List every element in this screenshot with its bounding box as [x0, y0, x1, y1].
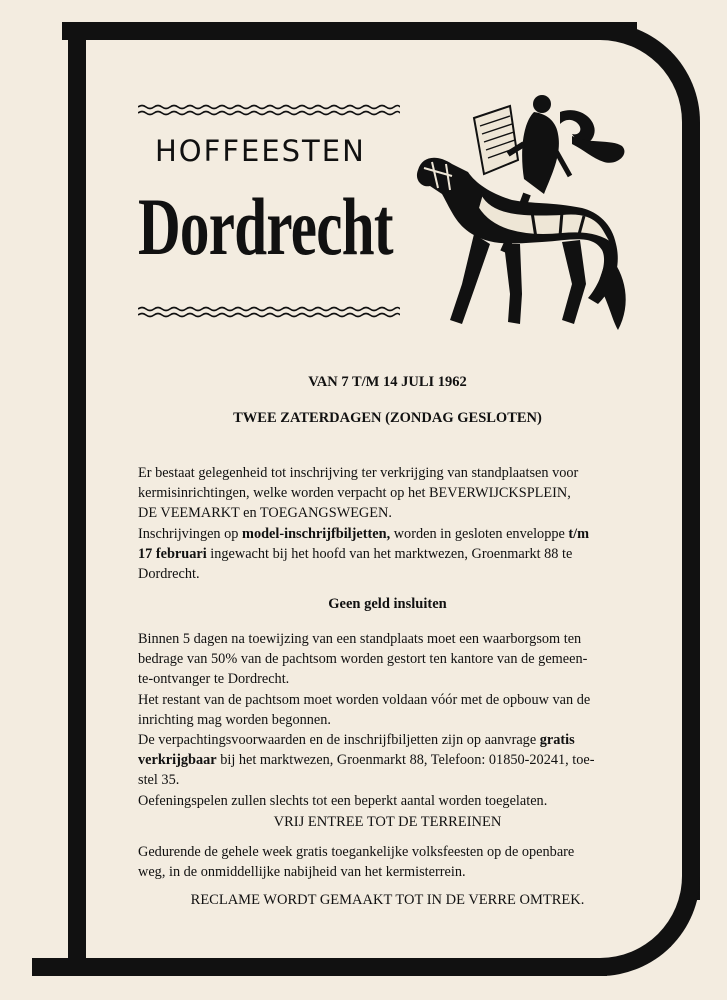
wavy-rule-top [138, 103, 400, 117]
text-line: te-ontvanger te Dordrecht. [138, 671, 290, 688]
paragraph-deposit [138, 629, 648, 811]
text-line [138, 750, 648, 770]
text-span: Inschrijvingen op [138, 525, 243, 542]
text-line: stel 35. [138, 772, 180, 789]
free-entry-notice: VRIJ ENTREE TOT DE TERREINEN [273, 814, 502, 830]
text-line: inrichting mag worden begonnen. [138, 711, 331, 728]
bold-text: t/m [568, 525, 590, 542]
bold-text: gratis [539, 732, 575, 749]
wavy-rule-bottom [138, 305, 400, 319]
event-dates: VAN 7 T/M 14 JULI 1962 [308, 374, 467, 390]
text-line [138, 544, 648, 564]
text-line: bedrage van 50% van de pachtsom worden gestort ten kantore van de gemeen- [138, 651, 588, 668]
bold-text: verkrijgbaar [138, 752, 217, 769]
bold-text: 17 februari [138, 545, 207, 562]
advertising-notice: RECLAME WORDT GEMAAKT TOT IN DE VERRE OMTREK. [190, 892, 585, 908]
event-title: Dordrecht [138, 181, 393, 272]
frame-bottom-border [32, 958, 607, 976]
paragraph-festivities [138, 842, 648, 882]
text-line: Gedurende de gehele week gratis toegankelijke volksfeesten op de openbare [138, 844, 575, 860]
text-span: De verpachtingsvoorwaarden en de inschrijfbiljetten zijn op aanvrage [138, 732, 540, 749]
text-line: DE VEEMARKT en TOEGANGSWEGEN. [138, 505, 392, 522]
text-line: kermisinrichtingen, welke worden verpacht op het BEVERWIJCKSPLEIN, [138, 485, 571, 502]
text-span: bij het marktwezen, Groenmarkt 88, Telefoon: 01850-20241, toe- [216, 752, 595, 769]
text-line: Het restant van de pachtsom moet worden voldaan vóór met de opbouw van de [138, 691, 591, 708]
text-line: Oefeningspelen zullen slechts tot een beperkt aantal worden toegelaten. [138, 792, 548, 809]
event-subtitle: HOFFEESTEN [155, 134, 366, 168]
text-line [138, 524, 648, 544]
text-line: Er bestaat gelegenheid tot inschrijving ter verkrijging van standplaatsen voor [138, 465, 579, 481]
text-line: Binnen 5 dagen na toewijzing van een standplaats moet een waarborgsom ten [138, 631, 582, 647]
text-span: worden in gesloten enveloppe [390, 525, 569, 542]
frame-right-border [682, 130, 700, 900]
frame-top-border [62, 22, 637, 40]
no-money-notice: Geen geld insluiten [328, 596, 447, 612]
knight-on-horse-illustration [412, 84, 642, 336]
paragraph-registration [138, 463, 648, 584]
bold-text: model-inschrijfbiljetten, [242, 525, 391, 542]
text-line [138, 730, 648, 750]
frame-left-border [68, 40, 86, 960]
text-line: weg, in de onmiddellijke nabijheid van het kermisterrein. [138, 864, 466, 881]
text-line: Dordrecht. [138, 566, 200, 583]
saturdays-notice: TWEE ZATERDAGEN (ZONDAG GESLOTEN) [233, 410, 542, 426]
text-span: ingewacht bij het hoofd van het marktwezen, Groenmarkt 88 te [206, 545, 573, 562]
